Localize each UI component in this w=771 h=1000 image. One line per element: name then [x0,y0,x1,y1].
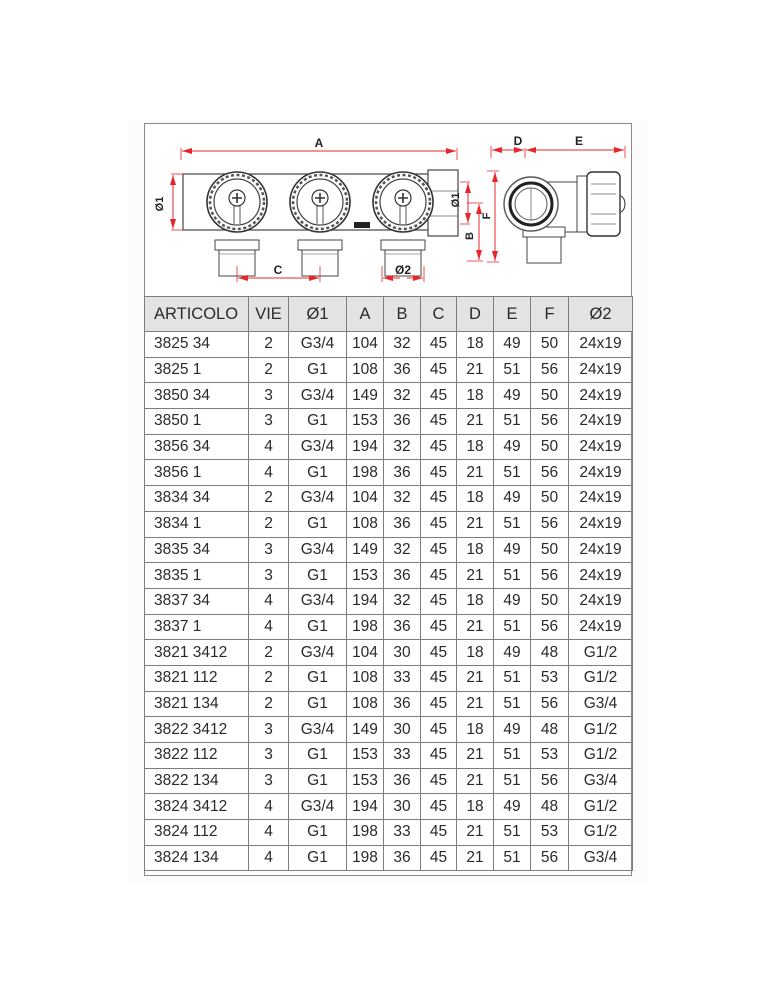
cell-d: 21 [457,409,494,435]
cell-articolo: 3824 134 [145,845,249,871]
cell-c: 45 [421,691,457,717]
cell-articolo: 3834 1 [145,511,249,537]
table-row [145,460,633,486]
cell-b: 32 [384,434,421,460]
cell-c: 45 [421,588,457,614]
dimension-label-f: F [481,212,493,220]
dimension-label-c: C [273,263,283,277]
table-row [145,717,633,743]
cell-f: 56 [531,460,569,486]
cell-e: 49 [494,640,531,666]
column-header-d2: Ø2 [569,297,633,332]
cell-d2: 24x19 [569,614,633,640]
cell-a: 153 [347,768,384,794]
cell-b: 36 [384,357,421,383]
cell-a: 198 [347,614,384,640]
table-row [145,640,633,666]
cell-e: 49 [494,588,531,614]
table-row [145,691,633,717]
cell-b: 33 [384,665,421,691]
table-row [145,383,633,409]
table-row [145,743,633,769]
cell-f: 56 [531,768,569,794]
cell-b: 32 [384,383,421,409]
cell-b: 30 [384,640,421,666]
cell-b: 36 [384,563,421,589]
cell-articolo: 3821 134 [145,691,249,717]
cell-b: 33 [384,743,421,769]
cell-f: 56 [531,845,569,871]
cell-a: 149 [347,537,384,563]
cell-vie: 4 [249,434,289,460]
cell-b: 32 [384,486,421,512]
cell-articolo: 3822 112 [145,743,249,769]
cell-a: 194 [347,434,384,460]
cell-b: 30 [384,794,421,820]
cell-b: 32 [384,537,421,563]
column-header-d1: Ø1 [289,297,347,332]
column-header-vie: VIE [249,297,289,332]
cell-vie: 4 [249,820,289,846]
cell-vie: 4 [249,614,289,640]
cell-a: 153 [347,743,384,769]
front-view [154,136,483,282]
cell-a: 104 [347,640,384,666]
cell-articolo: 3824 3412 [145,794,249,820]
cell-e: 49 [494,717,531,743]
cell-d2: 24x19 [569,460,633,486]
column-header-d: D [457,297,494,332]
cell-vie: 3 [249,768,289,794]
cell-articolo: 3821 112 [145,665,249,691]
cell-d1: G3/4 [289,383,347,409]
cell-articolo: 3837 1 [145,614,249,640]
cell-a: 149 [347,717,384,743]
cell-c: 45 [421,409,457,435]
column-header-articolo: ARTICOLO [145,297,249,332]
cell-d1: G3/4 [289,794,347,820]
cell-c: 45 [421,665,457,691]
cell-c: 45 [421,717,457,743]
cell-b: 32 [384,332,421,358]
cell-f: 56 [531,409,569,435]
cell-c: 45 [421,614,457,640]
cell-c: 45 [421,794,457,820]
cell-articolo: 3835 34 [145,537,249,563]
cell-d2: G3/4 [569,691,633,717]
cell-e: 51 [494,563,531,589]
cell-b: 36 [384,768,421,794]
cell-d: 21 [457,665,494,691]
cell-vie: 2 [249,640,289,666]
cell-vie: 2 [249,357,289,383]
cell-articolo: 3822 3412 [145,717,249,743]
table-row [145,434,633,460]
table-row [145,563,633,589]
cell-c: 45 [421,486,457,512]
cell-e: 51 [494,691,531,717]
product-datasheet [144,123,632,876]
cell-b: 36 [384,460,421,486]
cell-vie: 2 [249,665,289,691]
cell-f: 48 [531,794,569,820]
cell-d: 21 [457,511,494,537]
cell-e: 51 [494,743,531,769]
cell-c: 45 [421,743,457,769]
cell-f: 56 [531,563,569,589]
cell-c: 45 [421,460,457,486]
cell-a: 149 [347,383,384,409]
cell-vie: 2 [249,332,289,358]
dimension-label-d: D [513,134,523,148]
dimension-label-a: A [314,136,324,150]
cell-vie: 4 [249,588,289,614]
cell-e: 49 [494,383,531,409]
cell-c: 45 [421,537,457,563]
cell-a: 194 [347,794,384,820]
cell-a: 153 [347,563,384,589]
cell-d2: G1/2 [569,820,633,846]
cell-vie: 3 [249,409,289,435]
cell-c: 45 [421,511,457,537]
dimension-label-d1: Ø1 [154,196,166,212]
table-row [145,665,633,691]
cell-vie: 4 [249,460,289,486]
cell-f: 50 [531,383,569,409]
cell-articolo: 3822 134 [145,768,249,794]
cell-d2: 24x19 [569,563,633,589]
cell-c: 45 [421,332,457,358]
cell-a: 198 [347,845,384,871]
cell-d: 21 [457,563,494,589]
cell-d1: G1 [289,357,347,383]
cell-e: 51 [494,357,531,383]
table-row [145,794,633,820]
cell-e: 49 [494,794,531,820]
cell-d: 21 [457,768,494,794]
cell-c: 45 [421,845,457,871]
cell-d: 21 [457,820,494,846]
table-row [145,486,633,512]
cell-d2: G1/2 [569,717,633,743]
cell-a: 108 [347,691,384,717]
cell-d1: G1 [289,691,347,717]
cell-articolo: 3837 34 [145,588,249,614]
cell-c: 45 [421,434,457,460]
cell-d: 21 [457,614,494,640]
cell-b: 33 [384,820,421,846]
dimension-label-e: E [574,134,584,148]
cell-d2: G1/2 [569,640,633,666]
table-row [145,357,633,383]
cell-f: 53 [531,820,569,846]
cell-b: 30 [384,717,421,743]
cell-vie: 2 [249,691,289,717]
cell-e: 49 [494,332,531,358]
cell-d: 21 [457,743,494,769]
cell-d1: G1 [289,743,347,769]
cell-e: 51 [494,460,531,486]
cell-e: 51 [494,511,531,537]
column-header-b: B [384,297,421,332]
cell-articolo: 3835 1 [145,563,249,589]
cell-d: 21 [457,845,494,871]
cell-articolo: 3825 34 [145,332,249,358]
table-row [145,614,633,640]
cell-d1: G1 [289,409,347,435]
cell-d2: 24x19 [569,537,633,563]
cell-a: 198 [347,820,384,846]
cell-d2: 24x19 [569,332,633,358]
cell-d1: G1 [289,845,347,871]
cell-vie: 2 [249,511,289,537]
cell-c: 45 [421,820,457,846]
cell-e: 51 [494,768,531,794]
cell-e: 51 [494,614,531,640]
cell-d2: 24x19 [569,409,633,435]
table-row [145,588,633,614]
cell-e: 49 [494,434,531,460]
cell-d2: 24x19 [569,434,633,460]
cell-d2: G1/2 [569,665,633,691]
cell-b: 32 [384,588,421,614]
table-row [145,820,633,846]
cell-b: 36 [384,409,421,435]
table-row [145,511,633,537]
cell-b: 36 [384,511,421,537]
cell-b: 36 [384,691,421,717]
column-header-c: C [421,297,457,332]
cell-f: 53 [531,743,569,769]
cell-d1: G1 [289,820,347,846]
cell-d: 18 [457,794,494,820]
cell-d1: G3/4 [289,588,347,614]
cell-d1: G1 [289,665,347,691]
cell-d1: G1 [289,614,347,640]
cell-e: 51 [494,845,531,871]
cell-a: 108 [347,511,384,537]
cell-e: 51 [494,820,531,846]
cell-vie: 2 [249,486,289,512]
cell-articolo: 3825 1 [145,357,249,383]
table-header-row [145,297,633,332]
cell-f: 56 [531,357,569,383]
cell-d: 21 [457,460,494,486]
cell-d2: G1/2 [569,743,633,769]
cell-e: 51 [494,665,531,691]
cell-f: 56 [531,511,569,537]
table-row [145,409,633,435]
cell-d: 18 [457,717,494,743]
cell-b: 36 [384,845,421,871]
cell-d1: G3/4 [289,486,347,512]
column-header-e: E [494,297,531,332]
cell-e: 49 [494,486,531,512]
cell-articolo: 3821 3412 [145,640,249,666]
cell-f: 50 [531,332,569,358]
cell-b: 36 [384,614,421,640]
cell-articolo: 3856 34 [145,434,249,460]
cell-vie: 4 [249,794,289,820]
cell-e: 49 [494,537,531,563]
cell-articolo: 3834 34 [145,486,249,512]
cell-c: 45 [421,768,457,794]
cell-c: 45 [421,640,457,666]
cell-f: 50 [531,434,569,460]
dimensions-table [144,296,633,871]
cell-c: 45 [421,563,457,589]
cell-d: 21 [457,691,494,717]
side-view [481,134,625,263]
cell-a: 104 [347,332,384,358]
cell-d2: G1/2 [569,794,633,820]
cell-articolo: 3856 1 [145,460,249,486]
cell-d1: G1 [289,511,347,537]
cell-vie: 4 [249,845,289,871]
cell-d1: G3/4 [289,640,347,666]
cell-articolo: 3824 112 [145,820,249,846]
cell-d: 18 [457,537,494,563]
cell-a: 194 [347,588,384,614]
cell-d1: G1 [289,768,347,794]
table-row [145,332,633,358]
cell-d: 18 [457,486,494,512]
cell-f: 48 [531,640,569,666]
cell-d1: G1 [289,460,347,486]
column-header-a: A [347,297,384,332]
cell-c: 45 [421,357,457,383]
cell-vie: 3 [249,537,289,563]
cell-d1: G3/4 [289,434,347,460]
cell-vie: 3 [249,383,289,409]
dimension-label-d2: Ø2 [394,263,412,277]
dimension-label-d1-right: Ø1 [450,192,462,208]
cell-vie: 3 [249,717,289,743]
cell-articolo: 3850 34 [145,383,249,409]
cell-d2: 24x19 [569,486,633,512]
cell-f: 56 [531,691,569,717]
cell-vie: 3 [249,563,289,589]
cell-c: 45 [421,383,457,409]
cell-e: 51 [494,409,531,435]
cell-d1: G3/4 [289,537,347,563]
cell-d2: 24x19 [569,511,633,537]
cell-d: 18 [457,332,494,358]
cell-vie: 3 [249,743,289,769]
cell-a: 104 [347,486,384,512]
cell-d: 18 [457,588,494,614]
cell-d2: 24x19 [569,588,633,614]
table-row [145,845,633,871]
table-row [145,537,633,563]
table-body [145,332,633,871]
dimension-label-b: B [464,232,476,240]
cell-d: 18 [457,434,494,460]
cell-f: 53 [531,665,569,691]
cell-d2: G3/4 [569,845,633,871]
cell-a: 108 [347,665,384,691]
cell-articolo: 3850 1 [145,409,249,435]
cell-f: 50 [531,588,569,614]
cell-d1: G3/4 [289,717,347,743]
cell-a: 198 [347,460,384,486]
cell-d: 18 [457,383,494,409]
cell-a: 108 [347,357,384,383]
cell-f: 56 [531,614,569,640]
cell-d2: G3/4 [569,768,633,794]
cell-f: 50 [531,486,569,512]
cell-d1: G3/4 [289,332,347,358]
technical-drawing [145,124,631,296]
cell-f: 50 [531,537,569,563]
cell-d: 18 [457,640,494,666]
cell-d2: 24x19 [569,357,633,383]
cell-a: 153 [347,409,384,435]
table-row [145,768,633,794]
cell-d2: 24x19 [569,383,633,409]
column-header-f: F [531,297,569,332]
cell-f: 48 [531,717,569,743]
cell-d1: G1 [289,563,347,589]
cell-d: 21 [457,357,494,383]
